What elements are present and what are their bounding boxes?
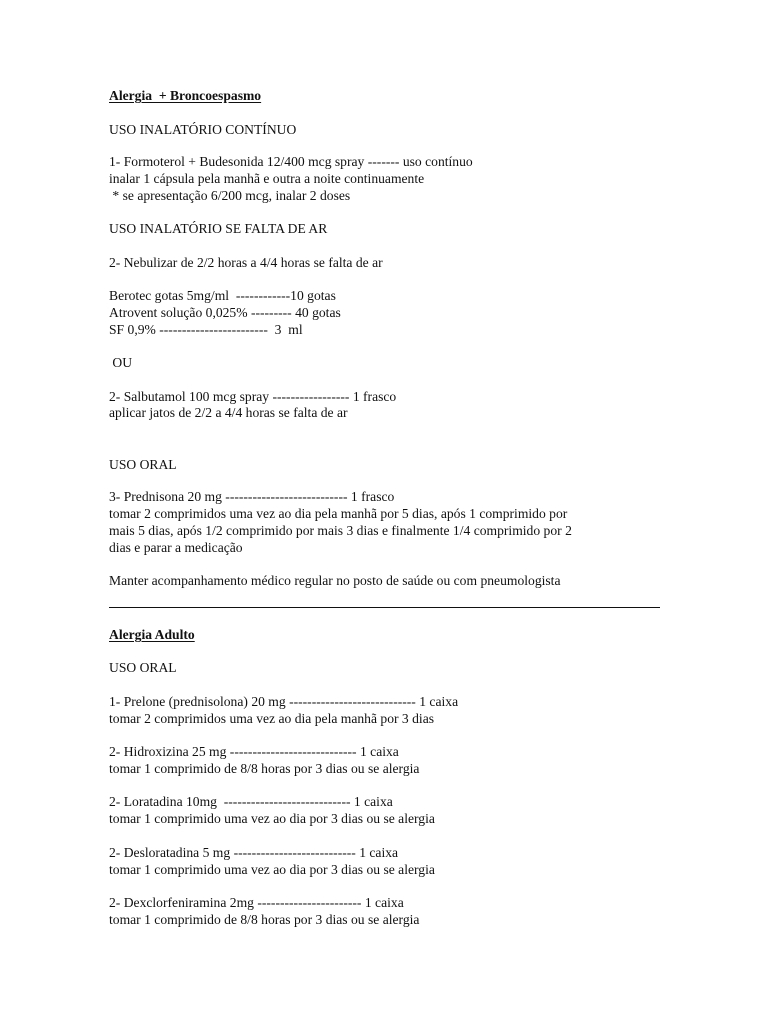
section-title-alergia-broncoespasmo: Alergia + Broncoespasmo xyxy=(109,88,262,103)
item-prednisona: 3- Prednisona 20 mg --------------------------- 1 frasco xyxy=(109,489,395,504)
item-prednisona-instructions-1: tomar 2 comprimidos uma vez ao dia pela manhã por 5 dias, após 1 comprimido por xyxy=(109,506,568,521)
section-divider xyxy=(109,607,660,608)
item-hidroxizina: 2- Hidroxizina 25 mg ---------------------------- 1 caixa xyxy=(109,744,399,759)
item-desloratadina: 2- Desloratadina 5 mg --------------------------- 1 caixa xyxy=(109,845,399,860)
item-berotec: Berotec gotas 5mg/ml ------------10 gotas xyxy=(109,288,336,303)
item-formoterol-instructions: inalar 1 cápsula pela manhã e outra a noite continuamente xyxy=(109,171,425,186)
item-dexclorfeniramina-instructions: tomar 1 comprimido de 8/8 horas por 3 dias ou se alergia xyxy=(109,912,420,927)
item-prednisona-instructions-3: dias e parar a medicação xyxy=(109,540,243,555)
item-desloratadina-instructions: tomar 1 comprimido uma vez ao dia por 3 dias ou se alergia xyxy=(109,862,435,877)
item-loratadina: 2- Loratadina 10mg ---------------------------- 1 caixa xyxy=(109,794,393,809)
item-prelone-instructions: tomar 2 comprimidos uma vez ao dia pela manhã por 3 dias xyxy=(109,711,435,726)
item-salbutamol-instructions: aplicar jatos de 2/2 a 4/4 horas se falta de ar xyxy=(109,405,348,420)
item-formoterol-note: * se apresentação 6/200 mcg, inalar 2 doses xyxy=(109,188,351,203)
item-loratadina-instructions: tomar 1 comprimido uma vez ao dia por 3 dias ou se alergia xyxy=(109,811,435,826)
heading-uso-oral-1: USO ORAL xyxy=(109,457,177,472)
heading-uso-oral-2: USO ORAL xyxy=(109,660,177,675)
item-hidroxizina-instructions: tomar 1 comprimido de 8/8 horas por 3 dias ou se alergia xyxy=(109,761,420,776)
separator-ou: OU xyxy=(109,355,133,370)
heading-uso-inalatorio-falta-de-ar: USO INALATÓRIO SE FALTA DE AR xyxy=(109,221,328,236)
item-formoterol-budesonida: 1- Formoterol + Budesonida 12/400 mcg spray ------- uso contínuo xyxy=(109,154,473,169)
item-salbutamol: 2- Salbutamol 100 mcg spray ----------------- 1 frasco xyxy=(109,389,397,404)
item-sf: SF 0,9% ------------------------ 3 ml xyxy=(109,322,303,337)
item-atrovent: Atrovent solução 0,025% --------- 40 gotas xyxy=(109,305,341,320)
heading-uso-inalatorio-continuo: USO INALATÓRIO CONTÍNUO xyxy=(109,122,297,137)
item-nebulizar: 2- Nebulizar de 2/2 horas a 4/4 horas se falta de ar xyxy=(109,255,383,270)
item-prelone: 1- Prelone (prednisolona) 20 mg ---------------------------- 1 caixa xyxy=(109,694,459,709)
note-acompanhamento: Manter acompanhamento médico regular no posto de saúde ou com pneumologista xyxy=(109,573,561,588)
section-title-alergia-adulto: Alergia Adulto xyxy=(109,627,195,642)
item-prednisona-instructions-2: mais 5 dias, após 1/2 comprimido por mais 3 dias e finalmente 1/4 comprimido por 2 xyxy=(109,523,572,538)
item-dexclorfeniramina: 2- Dexclorfeniramina 2mg ----------------------- 1 caixa xyxy=(109,895,404,910)
